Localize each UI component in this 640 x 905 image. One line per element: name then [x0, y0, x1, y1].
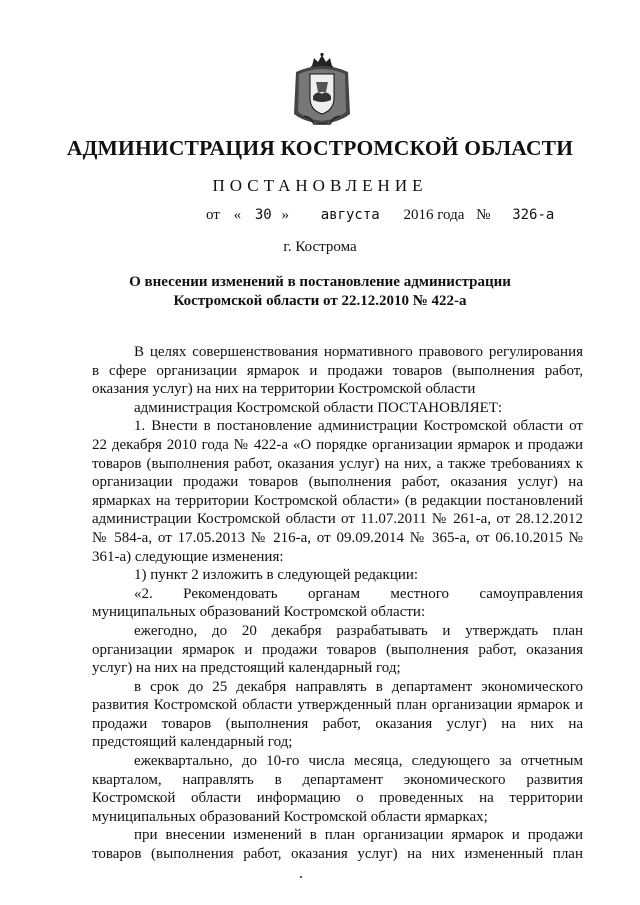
document-type: ПОСТАНОВЛЕНИЕ [212, 176, 428, 195]
quote-open: « [233, 207, 242, 223]
number-label: № [476, 207, 491, 223]
subject-line-1: О внесении изменений в постановление администрации [129, 274, 511, 290]
organization-name: АДМИНИСТРАЦИЯ КОСТРОМСКОЙ ОБЛАСТИ [66, 136, 574, 160]
date-prefix: от [206, 207, 220, 223]
city: г. Кострома [283, 239, 357, 255]
paragraph-annual-plan: ежегодно, до 20 декабря разрабатывать и утверждать план организации ярмарок и продажи товаров (выполнения работ, оказания услуг) на них на предстоящий календарный год; [92, 622, 583, 677]
date-year: 2016 года [403, 207, 465, 223]
document-body [92, 343, 583, 864]
document-subject [0, 273, 640, 311]
date-month: августа [320, 207, 380, 223]
subject-line-2: Костромской области от 22.12.2010 № 422-а [173, 293, 467, 309]
paragraph-item-1: 1. Внести в постановление администрации Костромской области от 22 декабря 2010 года № 422-а «О порядке организации ярмарок и продажи товаров (выполнения работ, оказания услуг) на них, а также требованиях к организации продажи товаров (выполнения работ, оказания услуг) на ярмарках на территории Костромской области» (в редакции постановлений администрации Костромской области от 11.07.2011 № 261-а, от 28.12.2012 № 584-а, от 17.05.2013 № 216-а, от 09.09.2014 № 365-а, от 06.10.2015 № 361-а) следующие изменения: [92, 418, 583, 565]
coat-of-arms-icon [290, 52, 354, 126]
page-mark [300, 876, 302, 878]
paragraph-subitem-1: 1) пункт 2 изложить в следующей редакции: [134, 567, 419, 584]
quote-close: » [281, 207, 289, 223]
date-line [206, 207, 554, 224]
date-day: 30 [254, 207, 272, 223]
paragraph-send-plan: в срок до 25 декабря направлять в департамент экономического развития Костромской области утвержденный план организации ярмарок и продажи товаров (выполнения работ, оказания услуг) на них на предстоящий календарный год; [92, 678, 583, 751]
paragraph-changes: при внесении изменений в план организации ярмарок и продажи товаров (выполнения работ, оказания услуг) на них измененный план [92, 827, 583, 863]
paragraph-resolves: администрация Костромской области ПОСТАНОВЛЯЕТ: [134, 399, 503, 416]
paragraph-point-2: «2. Рекомендовать органам местного самоуправления муниципальных образований Костромской области: [92, 585, 583, 621]
paragraph-quarterly: ежеквартально, до 10-го числа месяца, следующего за отчетным кварталом, направлять в департамент экономического развития Костромской области информацию о проведенных на территории муниципальных образований Костромской области ярмарках; [92, 753, 583, 825]
paragraph-preamble: В целях совершенствования нормативного правового регулирования в сфере организации ярмарок и продажи товаров (выполнения работ, оказания услуг) на них на территории Костромской области [92, 344, 583, 398]
document-number: 326-а [512, 207, 555, 223]
